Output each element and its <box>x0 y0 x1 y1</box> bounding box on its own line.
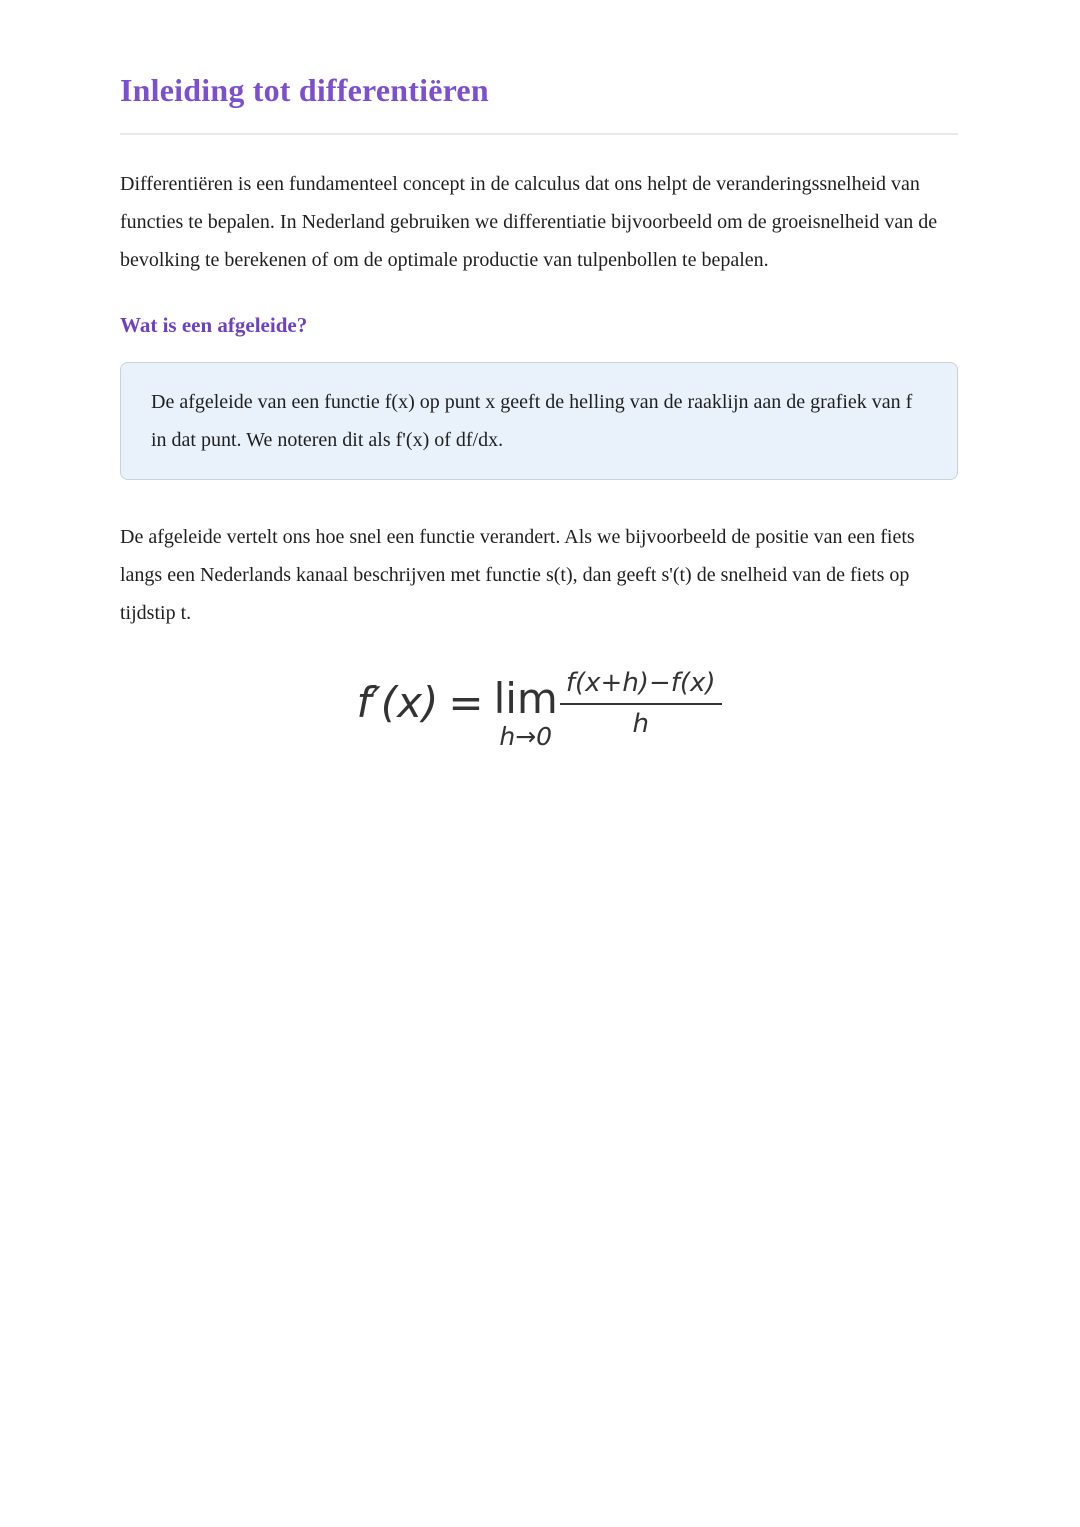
intro-paragraph: Differentiëren is een fundamenteel concept in de calculus dat ons helpt de veranderingssnelheid van functies te bepalen. In Nederland gebruiken we differentiatie bijvoorbeeld om de groeisnelheid van de bevolking te berekenen of om de optimale productie van tulpenbollen te bepalen. <box>120 172 938 271</box>
derivative-formula <box>120 666 958 751</box>
derivative-formula-equation <box>356 666 721 751</box>
formula-equals-sign: = <box>448 677 484 727</box>
explanation-paragraph: De afgeleide vertelt ons hoe snel een functie verandert. Als we bijvoorbeeld de positie van een fiets langs een Nederlands kanaal beschrijven met functie s(t), dan geeft s'(t) de snelheid van de fiets op tijdstip t. <box>120 525 915 624</box>
formula-numerator: f(x+h)−f(x) <box>560 668 722 705</box>
document-page <box>0 0 1080 751</box>
definition-callout-text: De afgeleide van een functie f(x) op punt x geeft de helling van de raaklijn aan de grafiek van f in dat punt. We noteren dit als f'(x) of df/dx. <box>151 390 913 451</box>
formula-lim-subscript: h→0 <box>499 721 553 751</box>
section-subheading: Wat is een afgeleide? <box>120 312 308 337</box>
formula-lim-operator: lim <box>493 673 558 723</box>
formula-limit-block <box>493 673 558 751</box>
page-title: Inleiding tot differentiëren <box>120 72 489 108</box>
formula-lhs: f′(x) <box>356 677 439 727</box>
definition-callout <box>120 362 958 480</box>
formula-fraction <box>560 668 722 740</box>
title-divider <box>120 133 958 135</box>
formula-denominator: h <box>632 709 649 740</box>
